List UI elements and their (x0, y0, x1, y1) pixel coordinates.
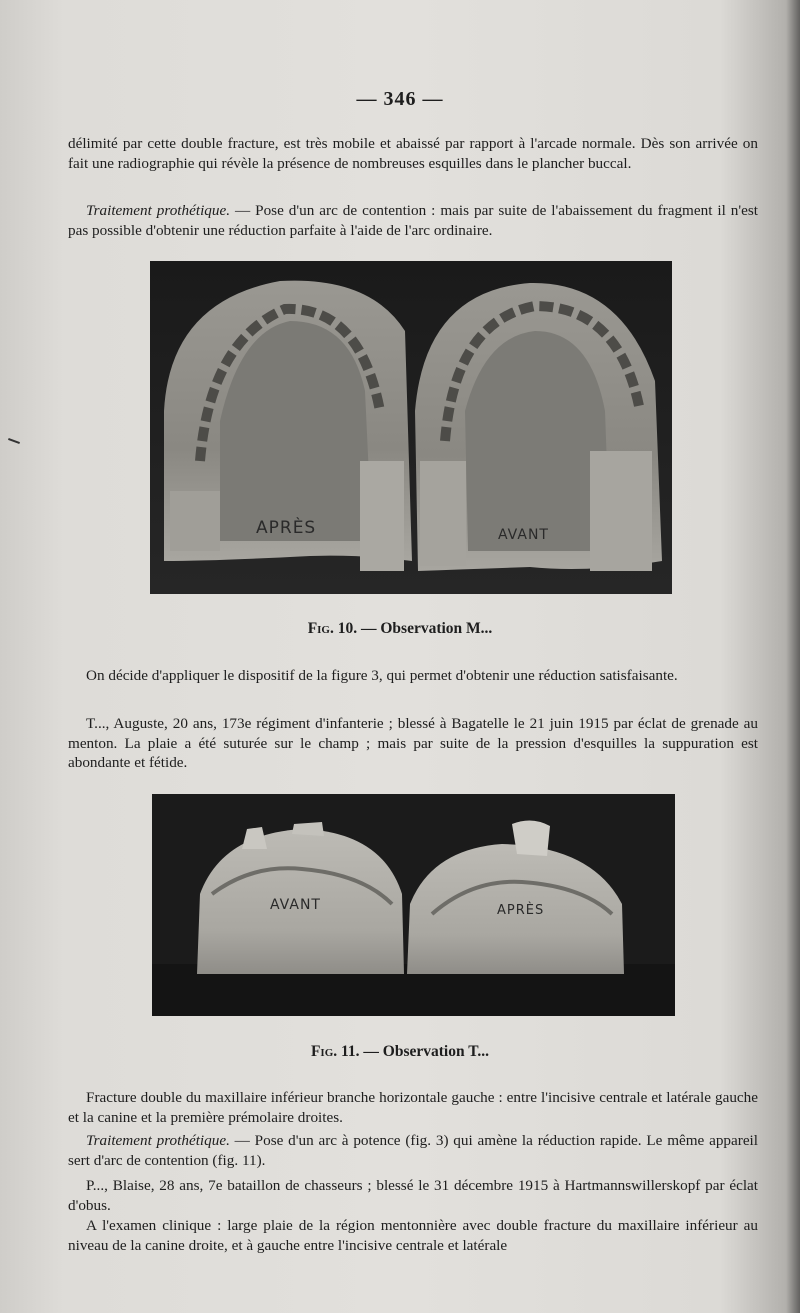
dental-casts-illustration-10 (150, 261, 672, 594)
figure-11-caption-number: Fig. 11. (310, 1043, 360, 1060)
paragraph-8: A l'examen clinique : large plaie de la région mentonnière avec double fracture du maxillaire inférieur au niveau de la canine droite, et à gauche entre l'incisive centrale et latérale (68, 1217, 758, 1254)
paragraph-7: P..., Blaise, 28 ans, 7e bataillon de chasseurs ; blessé le 31 décembre 1915 à Hartmannswillerskopf par éclat d'obus. (68, 1177, 758, 1214)
figure-10-caption (0, 620, 800, 638)
figure-11-caption (0, 1043, 800, 1061)
page-edge-shadow (786, 0, 800, 1313)
figure-11-caption-text: — Observation T... (359, 1043, 490, 1060)
paragraph-6-text: — Pose d'un arc à potence (fig. 3) qui amène la réduction rapide. Le même appareil sert d'arc de contention (fig. 11). (68, 1132, 759, 1169)
paragraph-6 (68, 1131, 758, 1170)
figure-11-photo (152, 794, 675, 1016)
paragraph-2-text: — Pose d'un arc de contention : mais par suite de l'abaissement du fragment il n'est pas possible d'obtenir une réduction parfaite à l'aide de l'arc ordinaire. (68, 202, 758, 239)
paragraph-4: T..., Auguste, 20 ans, 173e régiment d'infanterie ; blessé à Bagatelle le 21 juin 1915 par éclat de grenade au menton. La plaie a été suturée sur le champ ; mais par suite de la pression d'esquilles la suppuration est abondante et fétide. (68, 715, 758, 771)
figure-10-caption-text: — Observation M... (357, 620, 493, 637)
paragraph-2 (68, 201, 758, 240)
margin-mark (8, 438, 20, 444)
figure-11-label-right: APRÈS (497, 903, 545, 918)
page-number: — 346 — (356, 88, 444, 110)
paragraph-3: On décide d'appliquer le dispositif de la figure 3, qui permet d'obtenir une réduction satisfaisante. (86, 667, 678, 684)
paragraph-2-label: Traitement prothétique. (86, 202, 231, 219)
paragraph-5: Fracture double du maxillaire inférieur branche horizontale gauche : entre l'incisive centrale et latérale gauche et la canine et la première prémolaire droites. (68, 1089, 758, 1126)
dental-casts-illustration-11 (152, 794, 675, 1016)
figure-11-label-left: AVANT (270, 897, 321, 913)
figure-10-label-left: APRÈS (256, 518, 317, 538)
paragraph-6-label: Traitement prothétique. (86, 1132, 230, 1149)
figure-10-label-right: AVANT (498, 527, 549, 543)
paragraph-1: délimité par cette double fracture, est très mobile et abaissé par rapport à l'arcade normale. Dès son arrivée on fait une radiographie qui révèle la présence de nombreuses esquilles dans le plancher buccal. (68, 135, 758, 172)
figure-10-caption-number: Fig. 10. (307, 620, 358, 637)
figure-10-photo (150, 261, 672, 594)
